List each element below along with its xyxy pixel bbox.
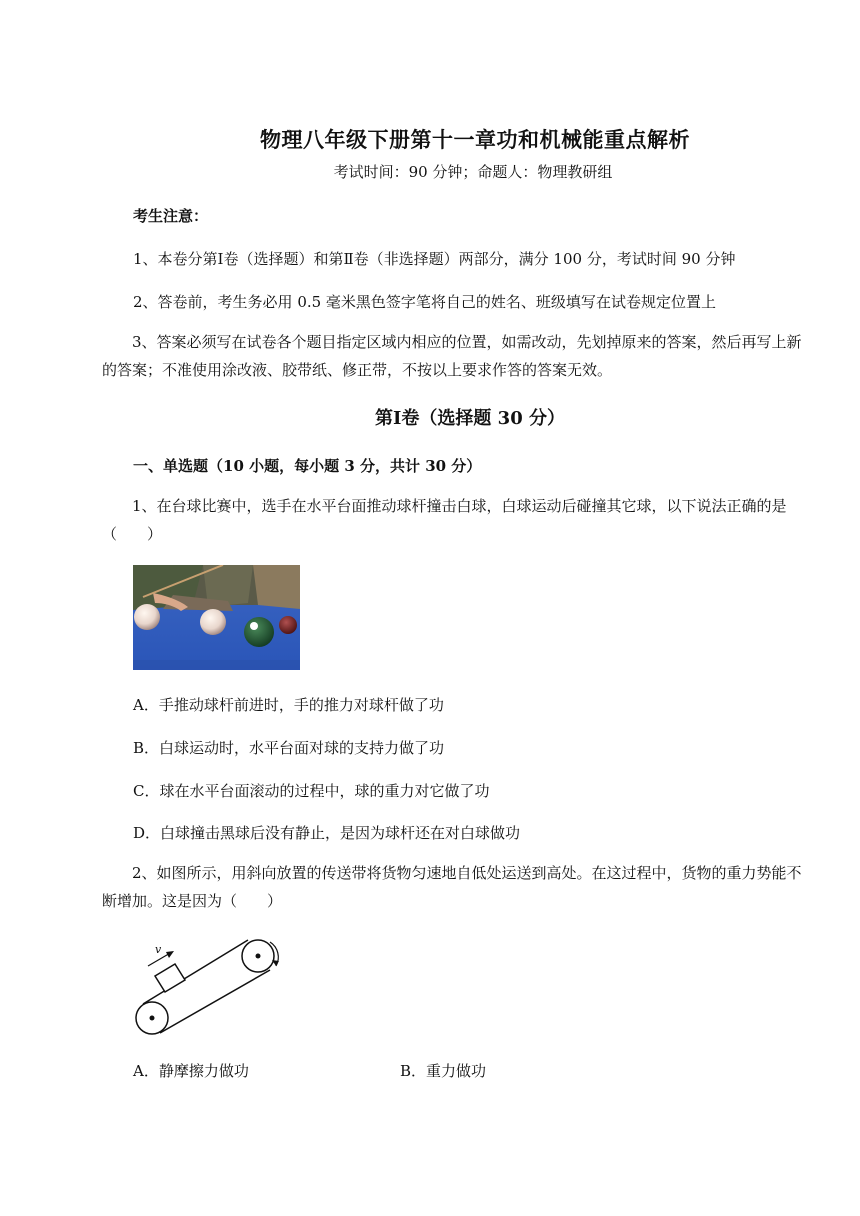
question-1-option-d: D．白球撞击黑球后没有静止，是因为球杆还在对白球做功 [133,824,521,842]
notice-item-2: 2、答卷前，考生务必用 0.5 毫米黑色签字笔将自己的姓名、班级填写在试卷规定位置上 [133,293,716,311]
part-heading: 一、单选题（10 小题，每小题 3 分，共计 30 分） [133,457,482,475]
question-2-stem: 2、如图所示，用斜向放置的传送带将货物匀速地自低处运送到高处。在这过程中，货物的重力势能不断增加。这是因为（ ） [102,864,802,910]
exam-info: 考试时间：90 分钟；命题人：物理教研组 [333,163,613,181]
notice-item-3: 3、答案必须写在试卷各个题目指定区域内相应的位置，如需改动，先划掉原来的答案，然后再写上新的答案；不准使用涂改液、胶带纸、修正带，不按以上要求作答的答案无效。 [102,333,802,379]
question-2-option-a: A．静摩擦力做功 [133,1062,249,1080]
page-title: 物理八年级下册第十一章功和机械能重点解析 [260,127,690,152]
question-2-option-b: B．重力做功 [400,1062,487,1080]
question-1-option-b: B．白球运动时，水平台面对球的支持力做了功 [133,739,445,757]
notice-item-1: 1、本卷分第Ⅰ卷（选择题）和第Ⅱ卷（非选择题）两部分，满分 100 分，考试时间 90 分钟 [133,250,736,268]
conveyor-belt-diagram [130,932,295,1040]
question-1-stem: 1、在台球比赛中，选手在水平台面推动球杆撞击白球，白球运动后碰撞其它球，以下说法正确的是（ ） [102,497,787,543]
question-1-option-a: A．手推动球杆前进时，手的推力对球杆做了功 [133,696,444,714]
question-1-option-c: C．球在水平台面滚动的过程中，球的重力对它做了功 [133,782,490,800]
section-title: 第Ⅰ卷（选择题 30 分） [374,408,565,429]
billiards-photo [133,565,300,670]
notice-heading: 考生注意： [133,207,209,225]
velocity-label: v [155,943,162,956]
